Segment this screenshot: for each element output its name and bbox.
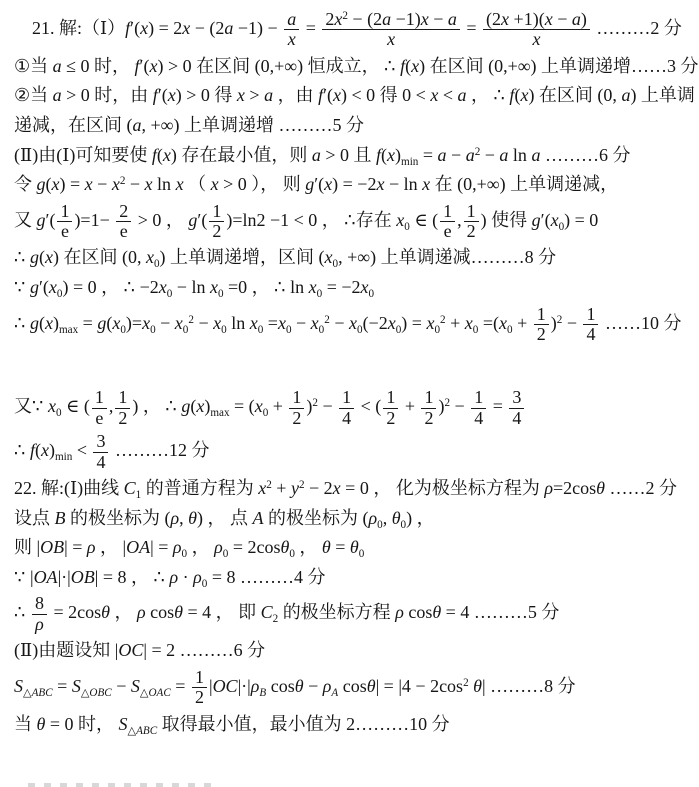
fraction: $\frac{2}{e}$: [116, 202, 131, 242]
p21-gmax-bound: 又∵ $x_0$ ∈ ( $\frac{1}{e}$ , $\frac{1}{2}$ ) ， ∴ $g(x)_{max} = (x_0$ + $\frac{1}{2}$ )$^2$ − $\frac{1}{4}$ < ( $\frac{1}{2}$ + $\frac{1}{2}$ )$^2$ − $\frac{1}{4}$ = $\frac{3}{4}$: [14, 386, 693, 430]
p21-g-monotonicity: ∴ g(x) 在区间 (0, $x_0$) 上单调递增，区间 ($x_0$, +∞) 上单调递减………8 分: [14, 247, 557, 271]
fraction: $\frac{1}{e}$: [92, 388, 107, 428]
fraction: $\frac{(2x +1)(x - a)}{x}$: [483, 10, 590, 50]
math-lines: [14, 8, 699, 739]
cutoff-next-line-hint: [28, 783, 218, 787]
p22-polar-coords-setup: 设点 B 的极坐标为 (ρ, θ) ， 点 A 的极坐标为 ($\rho_0$, $\theta_0$) ，: [14, 507, 435, 531]
p21-fmin-conclusion: ∴ $f(x)_{min}$ < $\frac{3}{4}$ ………12 分: [14, 431, 210, 472]
p22-ob-oa-relations: 则 |OB| = ρ ， $|OA| = \rho_0$ ， $\rho_0 = 2\cos\theta_0$ ， $\theta = \theta_0$: [14, 537, 365, 561]
p21-part2-min-condition: (Ⅱ)由(Ⅰ)可知要使 f(x) 存在最小值，则 a > 0 且 $f(x)_{min} = a - a^2 - a$ ln a ………6 分: [14, 144, 631, 168]
fraction: $\frac{1}{2}$: [209, 202, 224, 242]
p22-part1-polar-equation: 22. 解:(Ⅰ)曲线 $C_1$ 的普通方程为 $x^2 + y^2 - 2x = 0$ ， 化为极坐标方程为 ρ=2cosθ ……2 分: [14, 478, 677, 502]
fraction: $\frac{1}{2}$: [289, 388, 304, 428]
p21-case1-a-le-0: ①当 a ≤ 0 时， f′(x) > 0 在区间 (0,+∞) 恒成立， ∴ f(x) 在区间 (0,+∞) 上单调递增……3 分: [14, 55, 699, 76]
fraction: $\frac{1}{2}$: [534, 305, 549, 345]
fraction: $\frac{1}{e}$: [440, 202, 455, 242]
fraction: $\frac{2x^2 - (2a -1)x - a}{x}$: [322, 10, 460, 50]
fraction: $\frac{1}{2}$: [192, 668, 207, 708]
p22-area-expression: $S_{\triangle ABC} = S_{\triangle OBC} - S_{\triangle OAC}$ = $\frac{1}{2}$ $|OC|\cdot|\rho_B$ $\cos\theta - \rho_A$ $\cos\theta| = |4 - 2\cos^2$ θ| ………8 分: [14, 666, 576, 708]
p22-c2-polar-equation: ∴ $\frac{8}{\rho}$ = 2cosθ ， ρ cosθ = 4 ， 即 $C_2$ 的极坐标方程 ρ cosθ = 4 ………5 分: [14, 593, 560, 634]
p21-case2-continued: 递减，在区间 (a, +∞) 上单调递增 ………5 分: [14, 114, 364, 135]
p21-lnx0-relation: ∵ $g'(x_0) = 0$ ， ∴ $-2x_0 - \ln x_0 =0$ ， ∴ $\ln x_0 = -2x_0$: [14, 277, 375, 300]
fraction: $\frac{8}{\rho}$: [32, 594, 47, 634]
fraction: $\frac{1}{4}$: [583, 305, 598, 345]
p21-g-prime-sign-change: 又 g′( $\frac{1}{e}$ )=1− $\frac{2}{e}$ > 0 ， g′( $\frac{1}{2}$ )=ln2 −1 < 0 ， ∴存在 $x_0$ ∈ ( $\frac{1}{e}$ , $\frac{1}{2}$ ) 使得 $g'(x_0) = 0$: [14, 200, 599, 242]
fraction: $\frac{1}{2}$: [421, 388, 436, 428]
fraction: $\frac{1}{4}$: [471, 388, 486, 428]
fraction: $\frac{1}{2}$: [115, 388, 130, 428]
p22-part2-oc: (Ⅱ)由题设知 |OC| = 2 ………6 分: [14, 640, 266, 661]
p22-minimum-conclusion: 当 θ = 0 时， $S_{\triangle ABC}$ 取得最小值，最小值为 2………10 分: [14, 713, 450, 737]
fraction: $\frac{1}{4}$: [339, 388, 354, 428]
p21-define-g: 令 $g(x) = x - x^2 - x$ ln x （ x > 0 ）， 则 g′(x) = −2x − ln x 在 (0,+∞) 上单调递减，: [14, 174, 619, 195]
fraction: $\frac{3}{4}$: [509, 388, 524, 428]
p22-product-relation: ∵ |OA|·|OB| = 8 ， ∴ $\rho \cdot \rho_0 = 8$ ………4 分: [14, 566, 326, 590]
p21-gmax-expression: ∴ $g(x)_{max} = g(x_0)=x_0 - x_0^2 - x_0$ $\ln x_0 =x_0 - x_0^2 - x_0(-2x_0) = x_0^2 + x_0 =(x_0$ + $\frac{1}{2}$ )$^2$ − $\frac{1}{4}$ ……10 分: [14, 303, 682, 345]
p21-case2-a-gt-0: ②当 a > 0 时，由 f′(x) > 0 得 x > a ，由 f′(x) < 0 得 0 < x < a ， ∴ f(x) 在区间 (0, a) 上单调: [14, 85, 695, 106]
fraction: $\frac{3}{4}$: [93, 432, 108, 472]
fraction: $\frac{1}{2}$: [383, 388, 398, 428]
fraction: $\frac{a}{x}$: [284, 10, 299, 50]
fraction: $\frac{1}{2}$: [464, 202, 479, 242]
fraction: $\frac{1}{e}$: [57, 202, 72, 242]
p21-solution-part1-derivative: 21. 解:（Ⅰ）f′(x) = 2x − (2a −1) − $\frac{a}{x}$ = $\frac{2x^2 - (2a -1)x - a}{x}$ = $\frac{(2x +1)(x - a)}{x}$ ………2 分: [32, 9, 682, 50]
